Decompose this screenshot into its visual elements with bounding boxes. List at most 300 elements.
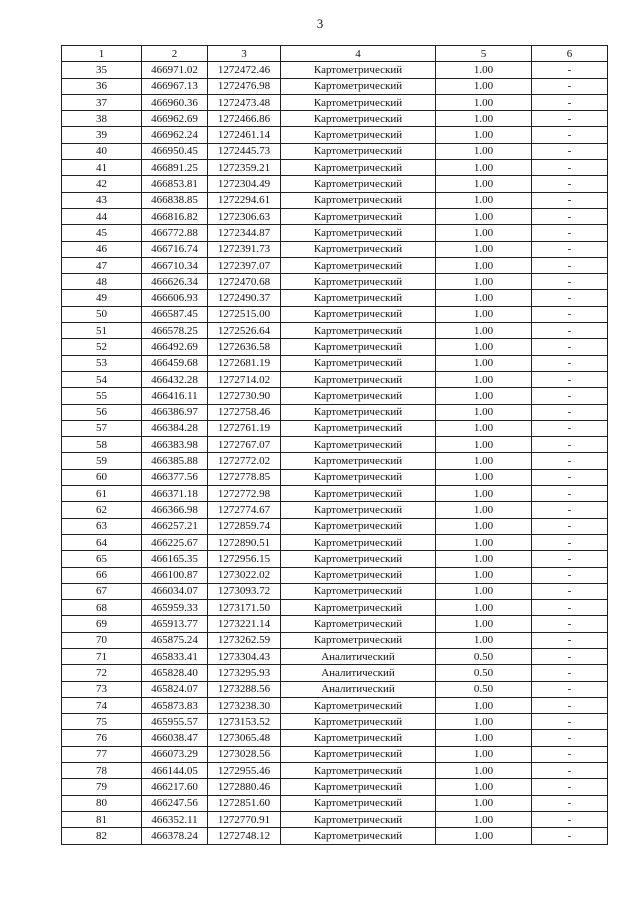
y-coordinate-cell: 1273238.30	[208, 697, 281, 713]
y-coordinate-cell: 1272476.98	[208, 78, 281, 94]
y-coordinate-cell: 1272681.19	[208, 355, 281, 371]
accuracy-cell: 1.00	[436, 730, 532, 746]
y-coordinate-cell: 1273262.59	[208, 632, 281, 648]
point-number-cell: 41	[62, 160, 142, 176]
column-header: 6	[532, 46, 608, 62]
accuracy-cell: 1.00	[436, 355, 532, 371]
x-coordinate-cell: 465828.40	[142, 665, 208, 681]
y-coordinate-cell: 1272359.21	[208, 160, 281, 176]
accuracy-cell: 0.50	[436, 665, 532, 681]
table-row	[62, 828, 608, 844]
y-coordinate-cell: 1272748.12	[208, 828, 281, 844]
method-cell: Картометрический	[281, 518, 436, 534]
method-cell: Картометрический	[281, 290, 436, 306]
point-number-cell: 37	[62, 94, 142, 110]
accuracy-cell: 1.00	[436, 78, 532, 94]
table-row	[62, 78, 608, 94]
description-cell: -	[532, 225, 608, 241]
description-cell: -	[532, 208, 608, 224]
x-coordinate-cell: 466962.69	[142, 111, 208, 127]
accuracy-cell: 1.00	[436, 323, 532, 339]
description-cell: -	[532, 469, 608, 485]
point-number-cell: 44	[62, 208, 142, 224]
x-coordinate-cell: 466971.02	[142, 62, 208, 78]
y-coordinate-cell: 1272880.46	[208, 779, 281, 795]
y-coordinate-cell: 1272304.49	[208, 176, 281, 192]
accuracy-cell: 1.00	[436, 192, 532, 208]
x-coordinate-cell: 466225.67	[142, 534, 208, 550]
table-row	[62, 160, 608, 176]
method-cell: Картометрический	[281, 437, 436, 453]
table-row	[62, 616, 608, 632]
y-coordinate-cell: 1273221.14	[208, 616, 281, 632]
method-cell: Картометрический	[281, 763, 436, 779]
y-coordinate-cell: 1272466.86	[208, 111, 281, 127]
description-cell: -	[532, 795, 608, 811]
point-number-cell: 70	[62, 632, 142, 648]
description-cell: -	[532, 518, 608, 534]
y-coordinate-cell: 1272344.87	[208, 225, 281, 241]
x-coordinate-cell: 466366.98	[142, 502, 208, 518]
table-row	[62, 143, 608, 159]
method-cell: Картометрический	[281, 62, 436, 78]
point-number-cell: 80	[62, 795, 142, 811]
column-header: 1	[62, 46, 142, 62]
table-row	[62, 534, 608, 550]
method-cell: Картометрический	[281, 274, 436, 290]
y-coordinate-cell: 1272636.58	[208, 339, 281, 355]
table-row	[62, 225, 608, 241]
table-row	[62, 469, 608, 485]
method-cell: Картометрический	[281, 567, 436, 583]
description-cell: -	[532, 355, 608, 371]
y-coordinate-cell: 1272758.46	[208, 404, 281, 420]
point-number-cell: 62	[62, 502, 142, 518]
point-number-cell: 82	[62, 828, 142, 844]
description-cell: -	[532, 62, 608, 78]
table-row	[62, 420, 608, 436]
description-cell: -	[532, 176, 608, 192]
table-row	[62, 811, 608, 827]
accuracy-cell: 1.00	[436, 486, 532, 502]
table-row	[62, 404, 608, 420]
y-coordinate-cell: 1272391.73	[208, 241, 281, 257]
method-cell: Картометрический	[281, 730, 436, 746]
x-coordinate-cell: 466606.93	[142, 290, 208, 306]
point-number-cell: 81	[62, 811, 142, 827]
point-number-cell: 73	[62, 681, 142, 697]
table-row	[62, 290, 608, 306]
accuracy-cell: 1.00	[436, 290, 532, 306]
accuracy-cell: 1.00	[436, 160, 532, 176]
point-number-cell: 35	[62, 62, 142, 78]
x-coordinate-cell: 466432.28	[142, 371, 208, 387]
description-cell: -	[532, 404, 608, 420]
accuracy-cell: 1.00	[436, 371, 532, 387]
method-cell: Картометрический	[281, 208, 436, 224]
accuracy-cell: 1.00	[436, 420, 532, 436]
x-coordinate-cell: 466034.07	[142, 583, 208, 599]
y-coordinate-cell: 1272859.74	[208, 518, 281, 534]
table-row	[62, 551, 608, 567]
point-number-cell: 59	[62, 453, 142, 469]
x-coordinate-cell: 466578.25	[142, 323, 208, 339]
x-coordinate-cell: 466371.18	[142, 486, 208, 502]
method-cell: Картометрический	[281, 502, 436, 518]
y-coordinate-cell: 1272473.48	[208, 94, 281, 110]
table-row	[62, 795, 608, 811]
x-coordinate-cell: 466384.28	[142, 420, 208, 436]
y-coordinate-cell: 1273153.52	[208, 714, 281, 730]
point-number-cell: 64	[62, 534, 142, 550]
coordinates-table	[61, 45, 608, 845]
point-number-cell: 38	[62, 111, 142, 127]
accuracy-cell: 1.00	[436, 583, 532, 599]
table-row	[62, 600, 608, 616]
description-cell: -	[532, 486, 608, 502]
description-cell: -	[532, 502, 608, 518]
table-row	[62, 648, 608, 664]
y-coordinate-cell: 1273065.48	[208, 730, 281, 746]
y-coordinate-cell: 1272730.90	[208, 388, 281, 404]
accuracy-cell: 1.00	[436, 437, 532, 453]
description-cell: -	[532, 78, 608, 94]
x-coordinate-cell: 466377.56	[142, 469, 208, 485]
accuracy-cell: 1.00	[436, 795, 532, 811]
accuracy-cell: 1.00	[436, 763, 532, 779]
point-number-cell: 45	[62, 225, 142, 241]
y-coordinate-cell: 1272445.73	[208, 143, 281, 159]
method-cell: Картометрический	[281, 78, 436, 94]
point-number-cell: 57	[62, 420, 142, 436]
method-cell: Картометрический	[281, 600, 436, 616]
description-cell: -	[532, 600, 608, 616]
table-row	[62, 388, 608, 404]
y-coordinate-cell: 1272772.02	[208, 453, 281, 469]
point-number-cell: 39	[62, 127, 142, 143]
point-number-cell: 72	[62, 665, 142, 681]
x-coordinate-cell: 466165.35	[142, 551, 208, 567]
method-cell: Картометрический	[281, 828, 436, 844]
method-cell: Картометрический	[281, 616, 436, 632]
x-coordinate-cell: 466626.34	[142, 274, 208, 290]
accuracy-cell: 1.00	[436, 208, 532, 224]
method-cell: Аналитический	[281, 665, 436, 681]
point-number-cell: 58	[62, 437, 142, 453]
point-number-cell: 48	[62, 274, 142, 290]
y-coordinate-cell: 1272774.67	[208, 502, 281, 518]
description-cell: -	[532, 681, 608, 697]
accuracy-cell: 1.00	[436, 306, 532, 322]
method-cell: Картометрический	[281, 534, 436, 550]
point-number-cell: 40	[62, 143, 142, 159]
method-cell: Картометрический	[281, 795, 436, 811]
method-cell: Картометрический	[281, 811, 436, 827]
point-number-cell: 69	[62, 616, 142, 632]
table-row	[62, 111, 608, 127]
y-coordinate-cell: 1272770.91	[208, 811, 281, 827]
accuracy-cell: 1.00	[436, 274, 532, 290]
accuracy-cell: 1.00	[436, 469, 532, 485]
description-cell: -	[532, 583, 608, 599]
table-row	[62, 371, 608, 387]
y-coordinate-cell: 1273022.02	[208, 567, 281, 583]
x-coordinate-cell: 466378.24	[142, 828, 208, 844]
table-row	[62, 763, 608, 779]
column-header: 3	[208, 46, 281, 62]
x-coordinate-cell: 465875.24	[142, 632, 208, 648]
accuracy-cell: 1.00	[436, 828, 532, 844]
method-cell: Картометрический	[281, 176, 436, 192]
description-cell: -	[532, 192, 608, 208]
x-coordinate-cell: 466772.88	[142, 225, 208, 241]
description-cell: -	[532, 746, 608, 762]
y-coordinate-cell: 1273288.56	[208, 681, 281, 697]
description-cell: -	[532, 551, 608, 567]
accuracy-cell: 1.00	[436, 534, 532, 550]
table-row	[62, 697, 608, 713]
y-coordinate-cell: 1272490.37	[208, 290, 281, 306]
point-number-cell: 78	[62, 763, 142, 779]
table-row	[62, 176, 608, 192]
method-cell: Картометрический	[281, 323, 436, 339]
table-row	[62, 274, 608, 290]
point-number-cell: 60	[62, 469, 142, 485]
table-header-row	[62, 46, 608, 62]
method-cell: Картометрический	[281, 583, 436, 599]
method-cell: Картометрический	[281, 94, 436, 110]
y-coordinate-cell: 1273295.93	[208, 665, 281, 681]
y-coordinate-cell: 1273171.50	[208, 600, 281, 616]
description-cell: -	[532, 127, 608, 143]
accuracy-cell: 1.00	[436, 143, 532, 159]
point-number-cell: 52	[62, 339, 142, 355]
x-coordinate-cell: 466838.85	[142, 192, 208, 208]
description-cell: -	[532, 616, 608, 632]
accuracy-cell: 1.00	[436, 257, 532, 273]
method-cell: Картометрический	[281, 306, 436, 322]
x-coordinate-cell: 465959.33	[142, 600, 208, 616]
method-cell: Картометрический	[281, 404, 436, 420]
method-cell: Картометрический	[281, 714, 436, 730]
x-coordinate-cell: 466962.24	[142, 127, 208, 143]
accuracy-cell: 1.00	[436, 746, 532, 762]
accuracy-cell: 1.00	[436, 518, 532, 534]
point-number-cell: 54	[62, 371, 142, 387]
y-coordinate-cell: 1272515.00	[208, 306, 281, 322]
method-cell: Картометрический	[281, 127, 436, 143]
y-coordinate-cell: 1272294.61	[208, 192, 281, 208]
table-row	[62, 241, 608, 257]
point-number-cell: 56	[62, 404, 142, 420]
column-header: 4	[281, 46, 436, 62]
point-number-cell: 79	[62, 779, 142, 795]
y-coordinate-cell: 1272778.85	[208, 469, 281, 485]
point-number-cell: 74	[62, 697, 142, 713]
accuracy-cell: 1.00	[436, 453, 532, 469]
accuracy-cell: 1.00	[436, 62, 532, 78]
point-number-cell: 61	[62, 486, 142, 502]
accuracy-cell: 1.00	[436, 388, 532, 404]
x-coordinate-cell: 466492.69	[142, 339, 208, 355]
description-cell: -	[532, 534, 608, 550]
accuracy-cell: 1.00	[436, 811, 532, 827]
x-coordinate-cell: 465833.41	[142, 648, 208, 664]
description-cell: -	[532, 730, 608, 746]
method-cell: Картометрический	[281, 746, 436, 762]
x-coordinate-cell: 466100.87	[142, 567, 208, 583]
accuracy-cell: 1.00	[436, 600, 532, 616]
method-cell: Картометрический	[281, 453, 436, 469]
table-row	[62, 257, 608, 273]
accuracy-cell: 1.00	[436, 697, 532, 713]
x-coordinate-cell: 466891.25	[142, 160, 208, 176]
x-coordinate-cell: 466257.21	[142, 518, 208, 534]
accuracy-cell: 1.00	[436, 241, 532, 257]
x-coordinate-cell: 466459.68	[142, 355, 208, 371]
table-row	[62, 583, 608, 599]
table-row	[62, 192, 608, 208]
table-row	[62, 681, 608, 697]
x-coordinate-cell: 466950.45	[142, 143, 208, 159]
description-cell: -	[532, 453, 608, 469]
point-number-cell: 42	[62, 176, 142, 192]
y-coordinate-cell: 1273028.56	[208, 746, 281, 762]
accuracy-cell: 1.00	[436, 176, 532, 192]
accuracy-cell: 1.00	[436, 339, 532, 355]
y-coordinate-cell: 1272397.07	[208, 257, 281, 273]
method-cell: Картометрический	[281, 469, 436, 485]
y-coordinate-cell: 1272761.19	[208, 420, 281, 436]
table-row	[62, 94, 608, 110]
description-cell: -	[532, 339, 608, 355]
y-coordinate-cell: 1272767.07	[208, 437, 281, 453]
description-cell: -	[532, 388, 608, 404]
point-number-cell: 63	[62, 518, 142, 534]
y-coordinate-cell: 1272526.64	[208, 323, 281, 339]
y-coordinate-cell: 1272772.98	[208, 486, 281, 502]
point-number-cell: 77	[62, 746, 142, 762]
y-coordinate-cell: 1272472.46	[208, 62, 281, 78]
description-cell: -	[532, 143, 608, 159]
point-number-cell: 43	[62, 192, 142, 208]
x-coordinate-cell: 466816.82	[142, 208, 208, 224]
method-cell: Картометрический	[281, 160, 436, 176]
description-cell: -	[532, 648, 608, 664]
accuracy-cell: 1.00	[436, 551, 532, 567]
point-number-cell: 71	[62, 648, 142, 664]
table-row	[62, 502, 608, 518]
table-row	[62, 714, 608, 730]
description-cell: -	[532, 811, 608, 827]
description-cell: -	[532, 714, 608, 730]
method-cell: Картометрический	[281, 257, 436, 273]
x-coordinate-cell: 466247.56	[142, 795, 208, 811]
description-cell: -	[532, 160, 608, 176]
description-cell: -	[532, 763, 608, 779]
point-number-cell: 53	[62, 355, 142, 371]
point-number-cell: 49	[62, 290, 142, 306]
y-coordinate-cell: 1272461.14	[208, 127, 281, 143]
point-number-cell: 51	[62, 323, 142, 339]
x-coordinate-cell: 466144.05	[142, 763, 208, 779]
method-cell: Картометрический	[281, 371, 436, 387]
column-header: 2	[142, 46, 208, 62]
x-coordinate-cell: 465824.07	[142, 681, 208, 697]
method-cell: Картометрический	[281, 779, 436, 795]
table-row	[62, 127, 608, 143]
y-coordinate-cell: 1272470.68	[208, 274, 281, 290]
point-number-cell: 75	[62, 714, 142, 730]
x-coordinate-cell: 465955.57	[142, 714, 208, 730]
accuracy-cell: 1.00	[436, 94, 532, 110]
table-row	[62, 62, 608, 78]
x-coordinate-cell: 466038.47	[142, 730, 208, 746]
method-cell: Картометрический	[281, 388, 436, 404]
x-coordinate-cell: 466853.81	[142, 176, 208, 192]
accuracy-cell: 1.00	[436, 127, 532, 143]
description-cell: -	[532, 437, 608, 453]
description-cell: -	[532, 111, 608, 127]
description-cell: -	[532, 665, 608, 681]
point-number-cell: 76	[62, 730, 142, 746]
method-cell: Картометрический	[281, 241, 436, 257]
x-coordinate-cell: 466587.45	[142, 306, 208, 322]
method-cell: Аналитический	[281, 648, 436, 664]
description-cell: -	[532, 420, 608, 436]
y-coordinate-cell: 1273093.72	[208, 583, 281, 599]
description-cell: -	[532, 371, 608, 387]
description-cell: -	[532, 274, 608, 290]
point-number-cell: 66	[62, 567, 142, 583]
table-row	[62, 306, 608, 322]
description-cell: -	[532, 290, 608, 306]
table-row	[62, 486, 608, 502]
y-coordinate-cell: 1273304.43	[208, 648, 281, 664]
x-coordinate-cell: 465913.77	[142, 616, 208, 632]
table-row	[62, 779, 608, 795]
x-coordinate-cell: 466352.11	[142, 811, 208, 827]
point-number-cell: 46	[62, 241, 142, 257]
method-cell: Картометрический	[281, 420, 436, 436]
table-row	[62, 323, 608, 339]
description-cell: -	[532, 241, 608, 257]
description-cell: -	[532, 828, 608, 844]
x-coordinate-cell: 466383.98	[142, 437, 208, 453]
table-row	[62, 730, 608, 746]
point-number-cell: 50	[62, 306, 142, 322]
x-coordinate-cell: 466710.34	[142, 257, 208, 273]
x-coordinate-cell: 466386.97	[142, 404, 208, 420]
table-row	[62, 437, 608, 453]
accuracy-cell: 1.00	[436, 111, 532, 127]
x-coordinate-cell: 466716.74	[142, 241, 208, 257]
y-coordinate-cell: 1272955.46	[208, 763, 281, 779]
table-row	[62, 208, 608, 224]
y-coordinate-cell: 1272890.51	[208, 534, 281, 550]
accuracy-cell: 1.00	[436, 502, 532, 518]
method-cell: Картометрический	[281, 111, 436, 127]
method-cell: Картометрический	[281, 632, 436, 648]
table-row	[62, 518, 608, 534]
table-row	[62, 453, 608, 469]
table-row	[62, 567, 608, 583]
x-coordinate-cell: 466960.36	[142, 94, 208, 110]
y-coordinate-cell: 1272306.63	[208, 208, 281, 224]
accuracy-cell: 1.00	[436, 714, 532, 730]
description-cell: -	[532, 632, 608, 648]
description-cell: -	[532, 323, 608, 339]
